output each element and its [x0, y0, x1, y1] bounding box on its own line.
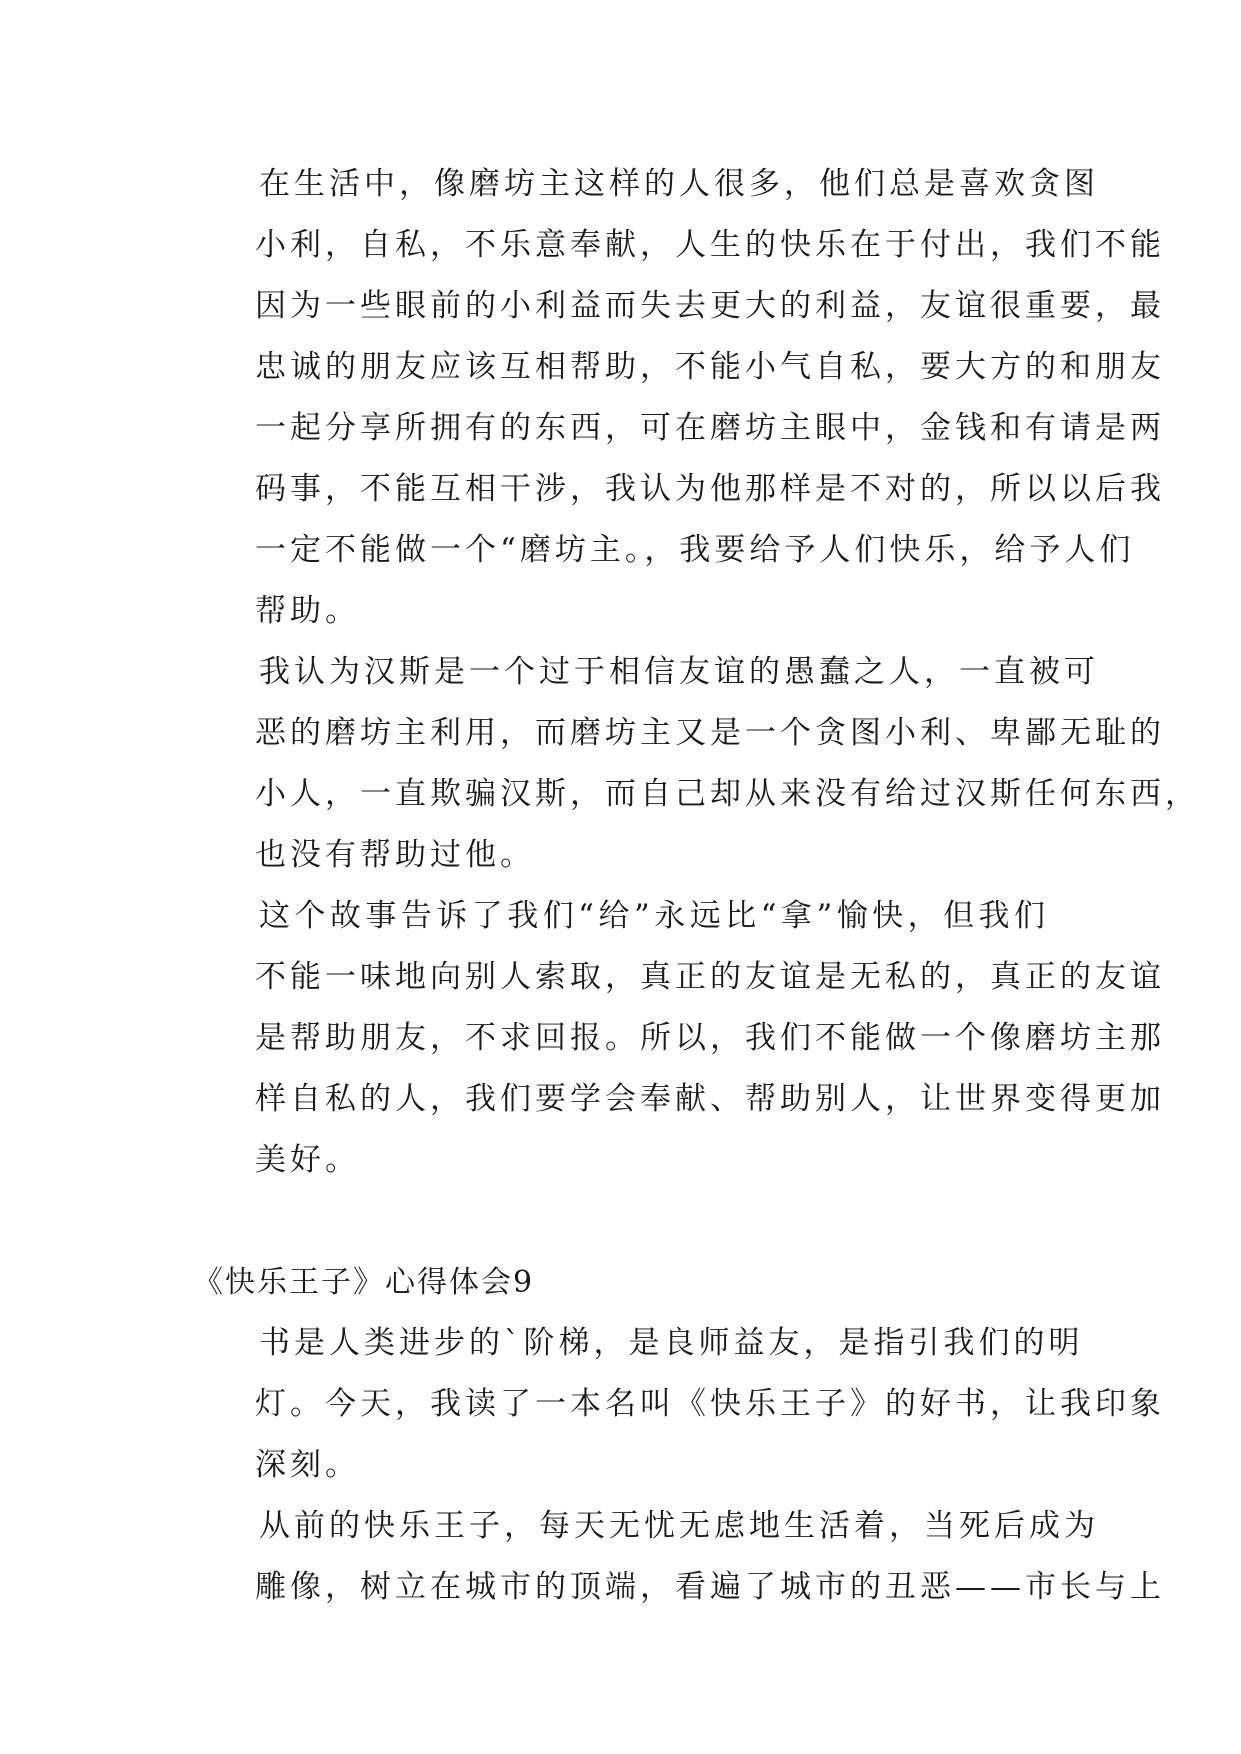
paragraph-line: 灯。今天，我读了一本名叫《快乐王子》的好书，让我印象: [255, 1386, 1165, 1422]
paragraph-line: 深刻。: [255, 1447, 360, 1483]
section-gap: [193, 1191, 1049, 1252]
paragraph-line: 我认为汉斯是一个过于相信友谊的愚蠢之人，一直被可: [259, 654, 1099, 690]
paragraph-line: 这个故事告诉了我们“给”永远比“拿”愉快，但我们: [259, 898, 1049, 934]
paragraph-4: [193, 1313, 1165, 1496]
paragraph-line: 从前的快乐王子，每天无忧无虑地生活着，当死后成为: [259, 1508, 1099, 1544]
paragraph-line: 忠诚的朋友应该互相帮助，不能小气自私，要大方的和朋友: [255, 349, 1165, 385]
paragraph-2: [193, 642, 1200, 886]
paragraph-line: 因为一些眼前的小利益而失去更大的利益，友谊很重要，最: [255, 288, 1165, 324]
paragraph-1: [193, 154, 1165, 642]
paragraph-line: 是帮助朋友，不求回报。所以，我们不能做一个像磨坊主那: [255, 1020, 1165, 1056]
document-body: [193, 154, 1200, 1618]
paragraph-5: [193, 1496, 1165, 1618]
section-heading: 《快乐王子》心得体会9: [193, 1265, 535, 1300]
paragraph-line: 一定不能做一个“磨坊主。，我要给予人们快乐，给予人们: [255, 532, 1135, 568]
paragraph-3: [193, 886, 1165, 1191]
paragraph-line: 在生活中，像磨坊主这样的人很多，他们总是喜欢贪图: [259, 166, 1099, 202]
paragraph-line: 恶的磨坊主利用，而磨坊主又是一个贪图小利、卑鄙无耻的: [255, 715, 1165, 751]
paragraph-line: 不能一味地向别人索取，真正的友谊是无私的，真正的友谊: [255, 959, 1165, 995]
paragraph-line: 帮助。: [255, 593, 360, 629]
paragraph-line: 样自私的人，我们要学会奉献、帮助别人，让世界变得更加: [255, 1081, 1165, 1117]
paragraph-line: 码事，不能互相干涉，我认为他那样是不对的，所以以后我: [255, 471, 1165, 507]
paragraph-line: 也没有帮助过他。: [255, 837, 535, 873]
paragraph-line: 一起分享所拥有的东西，可在磨坊主眼中，金钱和有请是两: [255, 410, 1165, 446]
paragraph-line: 小利，自私，不乐意奉献，人生的快乐在于付出，我们不能: [255, 227, 1165, 263]
paragraph-line: 书是人类进步的`阶梯，是良师益友，是指引我们的明: [259, 1325, 1084, 1361]
paragraph-line: 小人，一直欺骗汉斯，而自己却从来没有给过汉斯任何东西，: [255, 776, 1200, 812]
paragraph-line: 美好。: [255, 1142, 360, 1178]
paragraph-line: 雕像，树立在城市的顶端，看遍了城市的丑恶——市长与上: [255, 1569, 1165, 1605]
